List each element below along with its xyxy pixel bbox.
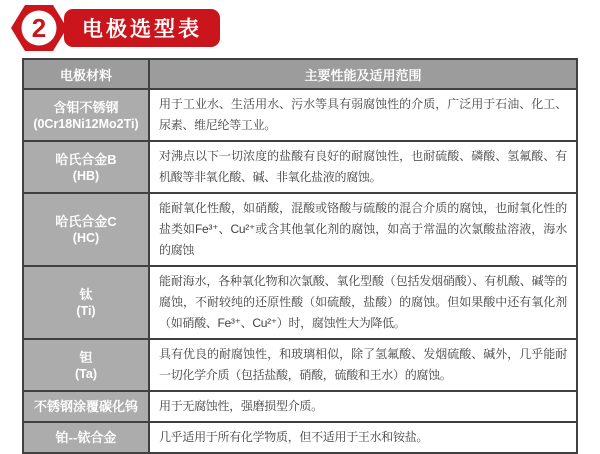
- material-name: 哈氏合金B: [55, 151, 117, 167]
- material-description: 用于无腐蚀性，强磨损型介质。: [159, 399, 323, 413]
- table-row: [24, 390, 576, 421]
- table-row: [24, 338, 576, 390]
- material-code: (HC): [72, 231, 100, 245]
- table-row: [24, 192, 576, 265]
- description-cell: [150, 90, 576, 140]
- description-cell: [150, 267, 576, 338]
- material-description: 用于工业水、生活用水、污水等具有弱腐蚀性的介质，广泛用于石油、化工、尿素、维尼纶等工业。: [159, 97, 567, 132]
- description-cell: [150, 142, 576, 192]
- material-name: 哈氏合金C: [55, 214, 117, 229]
- material-cell: [24, 340, 150, 390]
- description-cell: [150, 194, 576, 265]
- number-badge-hexagon-icon: [10, 4, 68, 52]
- material-cell: [24, 90, 150, 140]
- material-name: 钛: [79, 287, 93, 302]
- material-name: 不锈钢涂覆碳化钨: [33, 399, 138, 414]
- badge-number: 2: [31, 13, 47, 43]
- table-row: [24, 140, 576, 192]
- material-description: 具有优良的耐腐蚀性，和玻璃相似，除了氢氟酸、发烟硫酸、碱外，几乎能耐一切化学介质（包括盐酸，硝酸，硫酸和王水）的腐蚀。: [159, 347, 567, 382]
- material-cell: [24, 267, 150, 338]
- material-description: 几乎适用于所有化学物质，但不适用于王水和铵盐。: [159, 430, 429, 444]
- material-cell: [24, 194, 150, 265]
- material-code: (Ti): [76, 304, 96, 318]
- material-name: 钽: [79, 349, 93, 365]
- column-header-material: 电极材料: [24, 60, 150, 88]
- description-cell: [150, 340, 576, 390]
- table-body: [24, 88, 576, 452]
- material-code: (0Cr18Ni12Mo2Ti): [33, 116, 139, 131]
- material-cell: [24, 423, 150, 452]
- table-header-row: [24, 60, 576, 88]
- material-description: 能耐海水，各种氧化物和次氯酸、氧化型酸（包括发烟硝酸）、有机酸、碱等的腐蚀，不耐较纯的还原性酸（如硫酸，盐酸）的腐蚀。但如果酸中还有氧化剂（如硝酸、Fe³⁺、Cu²⁺）时，腐蚀性大为降低。: [159, 274, 567, 330]
- material-code: (Ta): [75, 366, 97, 381]
- material-description: 对沸点以下一切浓度的盐酸有良好的耐腐蚀性，也耐硫酸、磷酸、氢氟酸、有机酸等非氧化酸、碱、非氧化盐液的腐蚀。: [159, 149, 567, 184]
- material-name: 铂--铱合金: [55, 430, 117, 445]
- material-name: 含钼不锈钢: [53, 99, 119, 115]
- page-header: [10, 4, 220, 52]
- table-row: [24, 88, 576, 140]
- material-description: 能耐氧化性酸，如硝酸，混酸或铬酸与硫酸的混合介质的腐蚀，也耐氧化性的盐类如Fe³⁺、Cu²⁺或含其他氧化剂的腐蚀，如高于常温的次氯酸盐溶液，海水的腐蚀: [159, 201, 567, 257]
- material-code: (HB): [72, 168, 100, 183]
- material-cell: [24, 142, 150, 192]
- page-title: 电极选型表: [64, 9, 220, 47]
- electrode-selection-table: [22, 58, 578, 454]
- table-row: [24, 421, 576, 452]
- description-cell: [150, 423, 576, 452]
- table-row: [24, 265, 576, 338]
- column-header-performance: 主要性能及适用范围: [304, 67, 422, 83]
- description-cell: [150, 392, 576, 421]
- material-cell: [24, 392, 150, 421]
